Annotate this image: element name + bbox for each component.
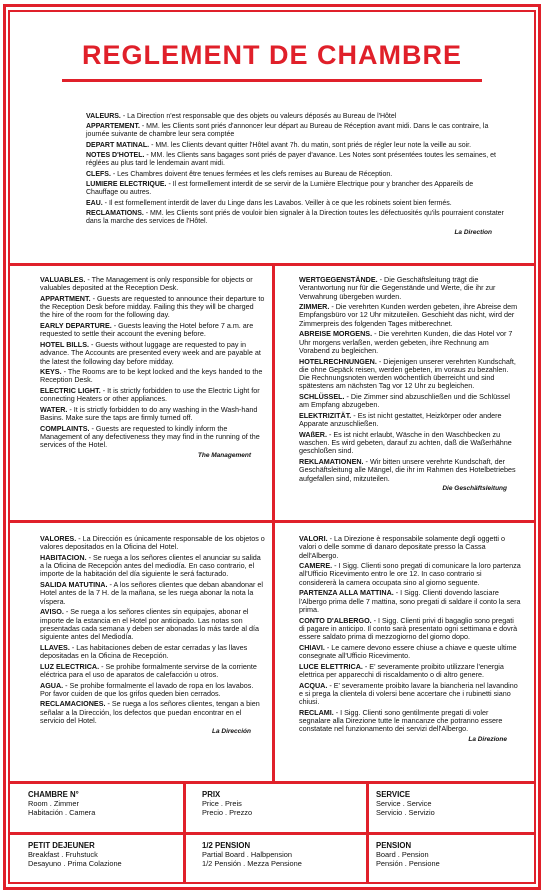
rule-item [299,589,521,614]
rule-heading: NOTES D'HOTEL. [86,152,145,160]
rule-heading: HOTELRECHNUNGEN. [299,356,377,366]
rule-heading: RECLAMATIONS. [86,210,144,218]
footer-line: Partial Board . Halbpension [202,850,292,859]
divider-footer-middle [8,832,536,835]
rule-heading: LUMIERE ELECTRIQUE. [86,181,167,189]
rule-heading: KEYS. [40,367,62,377]
divider-above-footer [8,781,536,784]
rule-item [40,608,265,641]
signature: La Dirección [211,727,251,735]
rule-item [40,276,265,293]
rule-heading: CHIAVI. [299,642,325,652]
french-rules [86,113,506,237]
footer-line: Pensión . Pensione [376,859,440,868]
rule-heading: WAßER. [299,429,327,439]
rule-heading: CAMERE. [299,561,333,571]
rule-item [40,535,265,552]
rule-text: - Guests leaving the Hotel before 7 a.m. are requested to settle their account the evening before. [40,321,254,339]
rule-text: - Die Geschäftsleitung trägt die Verantwortung nur für die Gegenstände und Werte, die ihr zur Verwahrung übergeben wurden. [299,275,496,301]
rule-item [40,322,265,339]
footer-cell-prix [202,790,362,817]
rule-text: - La Direction n'est responsable que des objets ou valeurs déposés au Bureau de l'Hôtel [120,113,397,120]
rule-heading: HABITACION. [40,552,87,562]
rule-heading: WERTGEGENSTÄNDE. [299,275,378,284]
rule-item [299,276,521,301]
rule-heading: WATER. [40,404,68,414]
rule-item [299,458,521,483]
rule-item [299,663,521,680]
spanish-rules [40,535,265,736]
rule-heading: VALORI. [299,534,328,543]
rule-heading: EAU. [86,199,103,207]
rule-text: - Guests without luggage are requested to pay in advance. The Accounts are presented every week and are payable at the latest the following day before midday. [40,339,261,366]
rule-heading: APPARTMENT. [40,293,91,303]
rule-text: - La Dirección es únicamente responsable de los objetos o valores depositados en la Oficina del Hotel. [40,534,265,552]
footer-line: Servicio . Servizio [376,808,435,817]
rule-item [86,113,506,121]
rule-heading: VALORES. [40,534,77,543]
rule-text: - I Sigg. Clienti privi di bagaglio sono pregati di pagare in anticipo. Il conto sarà presentato ogni settimana e dovrà essere saldato prima di mezzogiorno del giorno dopo. [299,615,518,642]
rule-text: - E' severamente proibito lavare la biancheria nel lavandino e si prega la clientela di volersi bene accertare che i rubinetti siano chiusi. [299,680,518,707]
rule-heading: ELEKTRIZITÄT. [299,410,352,420]
page-title: REGLEMENT DE CHAMBRE [81,40,462,70]
title-underline [62,79,482,82]
english-rules [40,276,265,460]
rule-heading: VALUABLES. [40,275,86,284]
german-rules [299,276,521,494]
footer-line: Habitación . Camera [28,808,96,817]
rule-text: - MM. les Clients devant quitter l'Hôtel avant 7h. du matin, sont priés de régler leur note la veille au soir. [149,141,472,149]
rule-item [86,142,506,150]
rule-item [86,210,506,226]
footer-heading: PETIT DEJEUNER [28,841,95,850]
rule-item [86,171,506,179]
rule-item [40,682,265,699]
rule-item [40,663,265,680]
footer-line: Price . Preis [202,799,242,808]
rule-item [40,295,265,320]
rule-text: - Las habitaciones deben de estar cerradas y las llaves depositadas en la Oficina de Recepción. [40,642,248,661]
rule-heading: SCHLÜSSEL. [299,392,345,402]
rule-text: - Le camere devono essere chiuse a chiave e queste ultime consegnate all'Ufficio Ricevimento. [299,642,517,661]
rule-item [299,303,521,328]
signature: La Direzione [468,735,507,743]
rule-heading: ACQUA. [299,680,328,690]
rule-text: - Guests are requested to announce their departure to the Reception Desk before midday. Failing this they will be charged the hire of the room for the following day. [40,293,265,320]
rule-heading: AVISO. [40,607,64,617]
footer-heading: 1/2 PENSION [202,841,251,850]
rule-text: - Se ruega a los señores clientes el anunciar su salida a la Oficina de Recepción antes del mediodía. En caso contrario, el importe de la habitación del día siguiente le será facturado. [40,552,261,579]
signature: La Direction [454,228,492,236]
signature: Die Geschäftsleitung [442,485,507,493]
rule-text: - Il est formellement interdit de laver du Linge dans les Lavabos. Veiller à ce que les robinets soient bien fermés. [102,199,452,207]
rule-text: - Die verehrten Kunden, die das Hotel vor 7 Uhr morgens verlaßen, werden gebeten, ihre Rechnung am Vorabend zu begleichen. [299,329,513,355]
footer-line: Room . Zimmer [28,799,79,808]
footer-line: Desayuno . Prima Colazione [28,859,122,868]
footer-line: Precio . Prezzo [202,808,253,817]
rule-item [299,562,521,587]
rule-text: - MM. les Clients sont priés d'annoncer leur départ au Bureau de Réception avant midi. Dans le cas contraire, la journée suivante de chambre leur sera comptée [86,123,489,139]
rule-item [40,581,265,606]
rule-heading: EARLY DEPARTURE. [40,321,112,331]
rule-text: - Se prohibe formalmente el lavado de ropa en los lavabos. Por favor cuiden de que los grifos queden bien cerrados. [40,680,254,698]
rule-heading: RECLAMACIONES. [40,699,106,709]
rule-item [299,393,521,410]
footer-line: Service . Service [376,799,432,808]
rule-item [299,358,521,391]
rule-text: - The Management is only responsible for objects or valuables deposited at the Reception Desk. [40,275,253,293]
rule-item [86,181,506,197]
rule-text: - Die Zimmer sind abzuschließen und die Schlüssel am Empfang abzugeben. [299,392,510,410]
rule-text: - A los señores clientes que deban abandonar el Hotel antes de la 7 H. de la mañana, se les ruega abonar la nota la víspera. [40,580,263,606]
rule-text: - Guests are requested to kindly inform the Management of any defectiveness they may find in the running of the services of the Hotel. [40,423,260,450]
rule-heading: APPARTEMENT. [86,123,140,131]
rule-text: - Die verehrten Kunden werden gebeten, ihre Abreise dem Empfangsbüro vor 12 Uhr mitzuteilen. Geschieht das nicht, wird der Zimmerpreis des folgenden Tages mitberechnet. [299,302,518,328]
footer-cell-petit-dejeuner [28,841,178,868]
rule-text: - Es ist nicht gestattet, Heizkörper oder andere Apparate anzuschließen. [299,410,502,429]
rule-item [299,617,521,642]
divider-footer-2 [366,781,369,884]
rule-item [40,554,265,579]
rule-heading: COMPLAINTS. [40,423,90,433]
rule-text: - Les Chambres doivent être tenues fermées et les clefs remises au Bureau de Réception. [110,170,393,178]
footer-cell-pension [376,841,531,868]
rule-text: - Diejenigen unserer verehrten Kundschaft, die ohne Gepäck reisen, werden gebeten, im voraus zu bezahlen. Die Rechnungsnoten werden wöchentlich überreicht und sind spätestens am nächsten Tag vor 12 Uhr zu begleichen. [299,356,516,391]
rule-heading: CONTO D'ALBERGO. [299,615,372,625]
rule-text: - Es ist nicht erlaubt, Wäsche in den Waschbecken zu waschen. Es wird gebeten, darauf zu achten, daß die Waßerhähne geschloßen sind. [299,429,512,456]
rule-item [299,535,521,560]
rule-item [299,644,521,661]
footer-cell-service [376,790,531,817]
rule-text: - I Sigg. Clienti sono pregati di comunicare la loro partenza all'Ufficio Ricevimento entro le ore 12. In caso contrario si considererà la camera occupata sino al giorno seguente. [299,561,521,587]
rule-text: - Se ruega a los señores clientes, tengan a bien señalar a la Dirección, los defectos que puedan encontrar en el servicio del Hotel. [40,699,260,726]
rule-text: - Il est formellement interdit de se servir de la Lumière Electrique pour y brancher des Appareils de Chauffage ou autres. [86,181,474,197]
rule-item [299,431,521,456]
rule-heading: REKLAMATIONEN. [299,457,364,467]
footer-line: Board . Pension [376,850,429,859]
rule-item [40,700,265,725]
divider-footer-1 [183,781,186,884]
rule-heading: LUZ ELECTRICA. [40,661,100,671]
rule-item [40,368,265,385]
rule-heading: ZIMMER. [299,302,330,312]
footer-heading: PENSION [376,841,412,850]
footer-heading: CHAMBRE N° [28,790,79,799]
rule-heading: ELECTRIC LIGHT. [40,386,101,396]
rule-heading: CLEFS. [86,170,111,178]
rule-text: - I Sigg. Clienti dovendo lasciare l'Albergo prima delle 7 mattina, sono pregati di saldare il conto la sera prima. [299,588,521,614]
rule-item [40,644,265,661]
footer-line: Breakfast . Fruhstuck [28,850,98,859]
rule-text: - E' severamente proibito utilizzare l'energia elettrica per apparecchi di riscaldamento o di altro genere. [299,661,504,679]
rule-item [299,682,521,707]
rule-text: - It is strictly forbidden to do any washing in the Wash-hand Basins. Make sure the taps are firmly turned off. [40,404,258,423]
rule-heading: AGUA. [40,680,64,690]
rule-item [299,330,521,355]
footer-cell-demi-pension [202,841,362,868]
rule-heading: DEPART MATINAL. [86,141,150,149]
rule-text: - Se ruega a los señores clientes sin equipajes, abonar el importe de la estancia en el Hotel por anticipado. Las notas son presentadas cada semana y deben ser abonadas lo más tarde al día siguiente antes del Mediodía. [40,607,259,642]
signature: The Management [197,452,251,460]
rule-text: - MM. les Clients sans bagages sont priés de payer d'avance. Les Notes sont présentées toutes les semaines, et réglées au plus tard le lendemain avant midi. [86,152,496,168]
rule-heading: ABREISE MORGENS. [299,329,373,339]
rule-item [299,412,521,429]
rule-heading: RECLAMI. [299,707,334,717]
rule-text: - The Rooms are to be kept locked and the keys handed to the Reception Desk. [40,367,263,385]
rule-item [40,406,265,423]
rule-item [86,200,506,208]
rule-text: - Wir bitten unsere verehrte Kundschaft, der Geschäftsleitung alle Mängel, die ihr im Rahmen des Hotelbetriebes aufgefallen sind, mitzuteilen. [299,457,516,483]
rule-item [299,709,521,734]
rule-heading: LLAVES. [40,642,70,652]
rule-heading: PARTENZA ALLA MATTINA. [299,588,394,598]
footer-cell-chambre [28,790,178,817]
rule-text: - La Direzione è responsabile solamente degli oggetti o valori o delle somme di danaro depositate presso la Cassa dell'Albergo. [299,534,506,560]
rule-item [86,123,506,139]
rule-text: - It is strictly forbidden to use the Electric Light for connecting Heaters or other appliances. [40,386,260,404]
rule-heading: HOTEL BILLS. [40,339,89,349]
rule-item [86,152,506,168]
rule-heading: VALEURS. [86,113,121,120]
italian-rules [299,535,521,744]
rule-text: - MM. les Clients sont priés de vouloir bien signaler à la Direction toutes les défectuosités qu'ils pourraient constater dans la marche des services de l'Hôtel. [86,210,504,226]
rule-item [40,425,265,450]
rule-text: - Se prohibe formalmente servirse de la corriente eléctrica para el uso de aparatos de calefacción u otros. [40,661,257,679]
footer-line: 1/2 Pensión . Mezza Pensione [202,859,302,868]
rule-text: - I Sigg. Clienti sono gentilmente pregati di voler segnalare alla Direzione tutte le mancanze che potranno essere constatate nel funzionamento dei servizi dell'Albergo. [299,707,503,734]
rule-heading: LUCE ELETTRICA. [299,661,363,671]
divider-es-it [272,520,275,782]
footer-heading: SERVICE [376,790,411,799]
rule-heading: SALIDA MATUTINA. [40,580,108,590]
rule-item [40,341,265,366]
divider-en-de [272,263,275,521]
rule-item [40,387,265,404]
footer-heading: PRIX [202,790,221,799]
